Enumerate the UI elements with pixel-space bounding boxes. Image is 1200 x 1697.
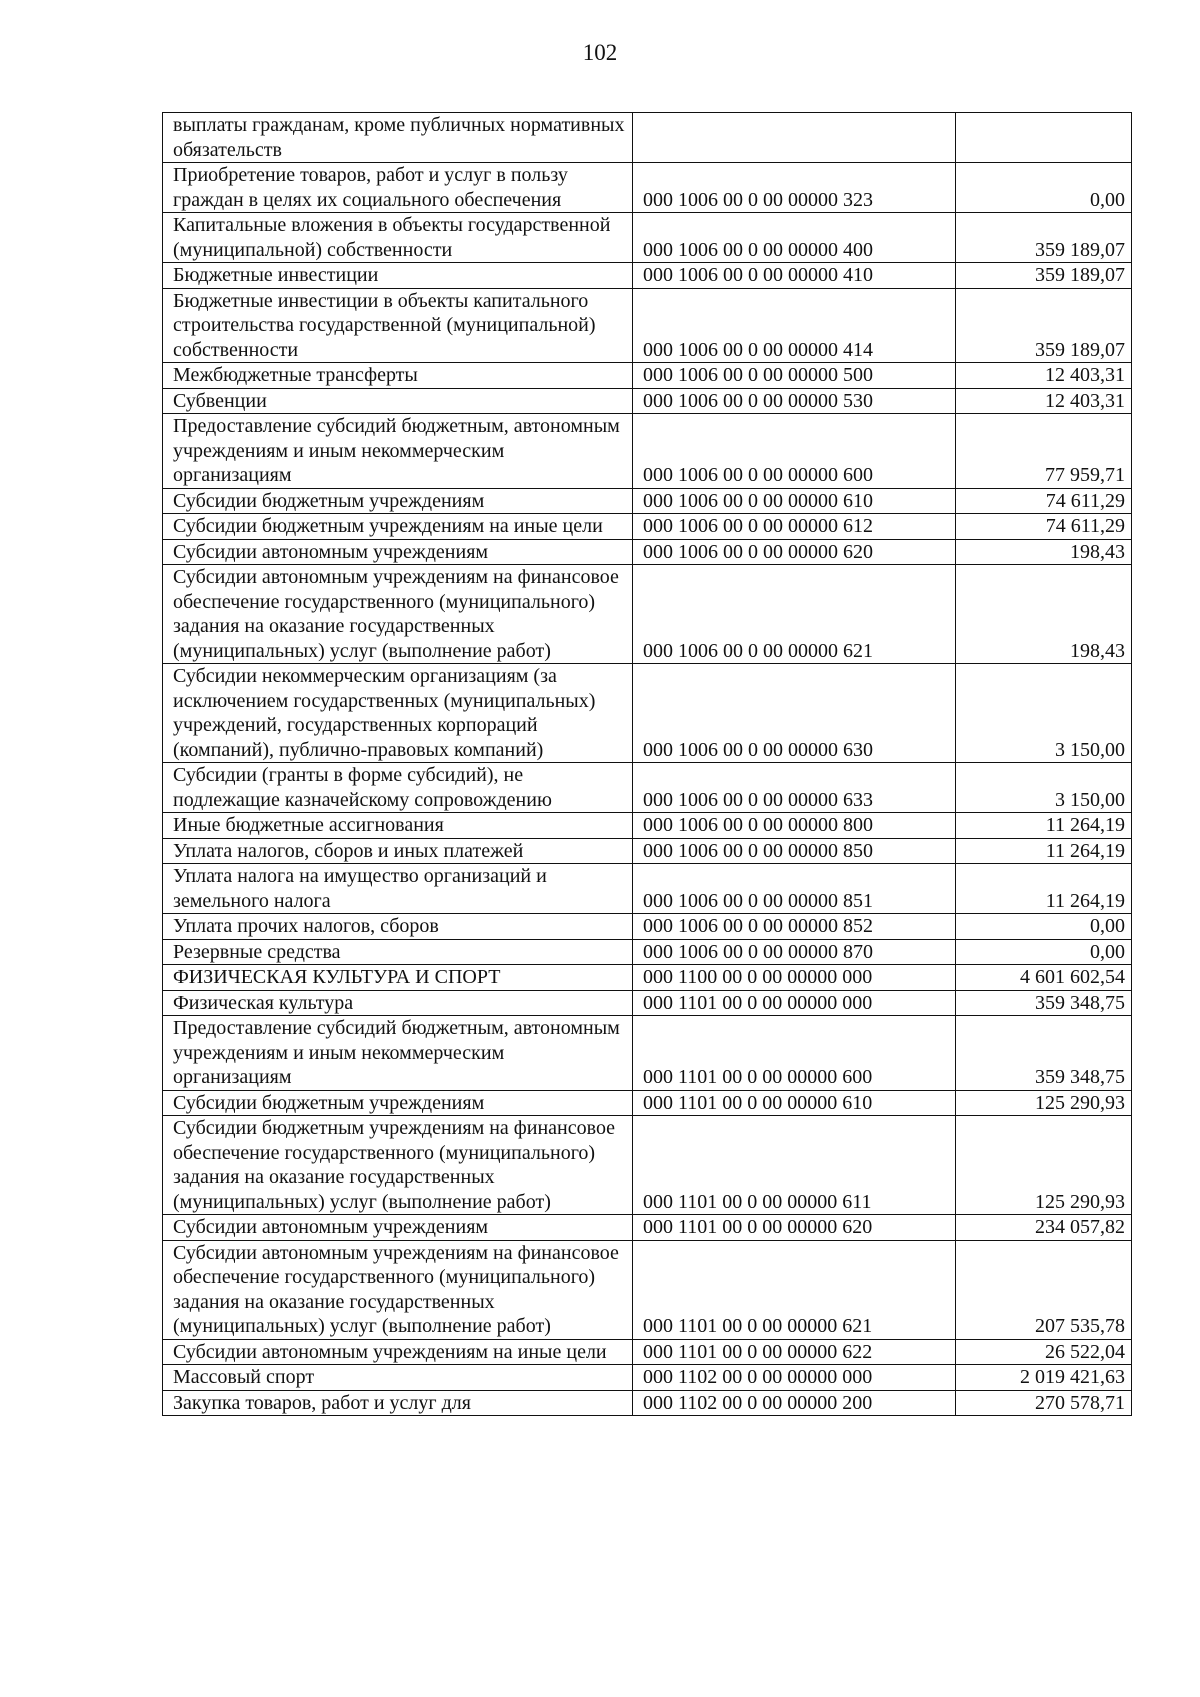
row-amount-cell: 270 578,71 xyxy=(956,1390,1132,1416)
row-name-cell: Субсидии некоммерческим организациям (за исключением государственных (муниципальных) учреждений, государственных корпораций (компаний), публично-правовых компаний) xyxy=(163,664,633,763)
row-amount-cell: 12 403,31 xyxy=(956,388,1132,414)
row-code-cell: 000 1101 00 0 00 00000 600 xyxy=(633,1016,956,1091)
row-name-cell: Субсидии бюджетным учреждениям на иные цели xyxy=(163,514,633,540)
row-amount-cell: 12 403,31 xyxy=(956,363,1132,389)
table-row xyxy=(163,864,1132,914)
row-code-cell xyxy=(633,113,956,163)
row-amount-cell: 359 189,07 xyxy=(956,288,1132,363)
row-name-cell: Субвенции xyxy=(163,388,633,414)
row-amount-cell xyxy=(956,113,1132,163)
row-name-cell: Субсидии (гранты в форме субсидий), не подлежащие казначейскому сопровождению xyxy=(163,763,633,813)
budget-table-body xyxy=(163,113,1132,1416)
row-amount-cell: 11 264,19 xyxy=(956,838,1132,864)
row-name-cell: Иные бюджетные ассигнования xyxy=(163,813,633,839)
row-code-cell: 000 1101 00 0 00 00000 000 xyxy=(633,990,956,1016)
row-code-cell: 000 1101 00 0 00 00000 621 xyxy=(633,1240,956,1339)
table-row xyxy=(163,514,1132,540)
row-name-cell: Уплата прочих налогов, сборов xyxy=(163,914,633,940)
row-amount-cell: 359 189,07 xyxy=(956,263,1132,289)
row-amount-cell: 359 348,75 xyxy=(956,990,1132,1016)
table-row xyxy=(163,838,1132,864)
table-row xyxy=(163,163,1132,213)
table-row xyxy=(163,539,1132,565)
row-amount-cell: 4 601 602,54 xyxy=(956,965,1132,991)
row-name-cell: ФИЗИЧЕСКАЯ КУЛЬТУРА И СПОРТ xyxy=(163,965,633,991)
row-name-cell: Субсидии автономным учреждениям на финансовое обеспечение государственного (муниципального) задания на оказание государственных (муниципальных) услуг (выполнение работ) xyxy=(163,565,633,664)
row-code-cell: 000 1006 00 0 00 00000 851 xyxy=(633,864,956,914)
table-row xyxy=(163,1390,1132,1416)
row-code-cell: 000 1006 00 0 00 00000 620 xyxy=(633,539,956,565)
row-name-cell: Массовый спорт xyxy=(163,1365,633,1391)
row-amount-cell: 0,00 xyxy=(956,939,1132,965)
row-name-cell: Субсидии бюджетным учреждениям xyxy=(163,1090,633,1116)
table-row xyxy=(163,914,1132,940)
row-name-cell: Субсидии автономным учреждениям xyxy=(163,1215,633,1241)
row-amount-cell: 3 150,00 xyxy=(956,664,1132,763)
row-code-cell: 000 1006 00 0 00 00000 323 xyxy=(633,163,956,213)
row-amount-cell: 0,00 xyxy=(956,914,1132,940)
row-code-cell: 000 1006 00 0 00 00000 800 xyxy=(633,813,956,839)
table-row xyxy=(163,263,1132,289)
row-amount-cell: 0,00 xyxy=(956,163,1132,213)
table-row xyxy=(163,990,1132,1016)
table-row xyxy=(163,939,1132,965)
row-code-cell: 000 1006 00 0 00 00000 410 xyxy=(633,263,956,289)
row-code-cell: 000 1101 00 0 00 00000 620 xyxy=(633,1215,956,1241)
table-row xyxy=(163,1116,1132,1215)
row-code-cell: 000 1006 00 0 00 00000 414 xyxy=(633,288,956,363)
row-name-cell: Капитальные вложения в объекты государственной (муниципальной) собственности xyxy=(163,213,633,263)
row-name-cell: Приобретение товаров, работ и услуг в пользу граждан в целях их социального обеспечения xyxy=(163,163,633,213)
row-amount-cell: 11 264,19 xyxy=(956,813,1132,839)
table-row xyxy=(163,414,1132,489)
row-amount-cell: 234 057,82 xyxy=(956,1215,1132,1241)
row-amount-cell: 77 959,71 xyxy=(956,414,1132,489)
row-name-cell: Бюджетные инвестиции xyxy=(163,263,633,289)
row-name-cell: Субсидии бюджетным учреждениям на финансовое обеспечение государственного (муниципального) задания на оказание государственных (муниципальных) услуг (выполнение работ) xyxy=(163,1116,633,1215)
row-amount-cell: 3 150,00 xyxy=(956,763,1132,813)
row-name-cell: Субсидии бюджетным учреждениям xyxy=(163,488,633,514)
row-name-cell: Субсидии автономным учреждениям xyxy=(163,539,633,565)
row-amount-cell: 26 522,04 xyxy=(956,1339,1132,1365)
table-row xyxy=(163,1215,1132,1241)
table-row xyxy=(163,1016,1132,1091)
row-code-cell: 000 1006 00 0 00 00000 600 xyxy=(633,414,956,489)
row-amount-cell: 74 611,29 xyxy=(956,514,1132,540)
row-code-cell: 000 1006 00 0 00 00000 500 xyxy=(633,363,956,389)
row-amount-cell: 207 535,78 xyxy=(956,1240,1132,1339)
row-code-cell: 000 1101 00 0 00 00000 611 xyxy=(633,1116,956,1215)
table-row xyxy=(163,1365,1132,1391)
row-name-cell: Субсидии автономным учреждениям на иные цели xyxy=(163,1339,633,1365)
row-name-cell: Уплата налога на имущество организаций и земельного налога xyxy=(163,864,633,914)
row-name-cell: Субсидии автономным учреждениям на финансовое обеспечение государственного (муниципального) задания на оказание государственных (муниципальных) услуг (выполнение работ) xyxy=(163,1240,633,1339)
table-row xyxy=(163,763,1132,813)
row-code-cell: 000 1100 00 0 00 00000 000 xyxy=(633,965,956,991)
row-code-cell: 000 1101 00 0 00 00000 610 xyxy=(633,1090,956,1116)
row-name-cell: выплаты гражданам, кроме публичных нормативных обязательств xyxy=(163,113,633,163)
row-name-cell: Физическая культура xyxy=(163,990,633,1016)
row-code-cell: 000 1006 00 0 00 00000 870 xyxy=(633,939,956,965)
row-amount-cell: 11 264,19 xyxy=(956,864,1132,914)
row-amount-cell: 125 290,93 xyxy=(956,1116,1132,1215)
row-code-cell: 000 1006 00 0 00 00000 852 xyxy=(633,914,956,940)
row-name-cell: Уплата налогов, сборов и иных платежей xyxy=(163,838,633,864)
row-name-cell: Резервные средства xyxy=(163,939,633,965)
table-row xyxy=(163,664,1132,763)
table-row xyxy=(163,388,1132,414)
row-name-cell: Предоставление субсидий бюджетным, автономным учреждениям и иным некоммерческим организациям xyxy=(163,414,633,489)
row-code-cell: 000 1006 00 0 00 00000 633 xyxy=(633,763,956,813)
row-amount-cell: 198,43 xyxy=(956,565,1132,664)
row-code-cell: 000 1006 00 0 00 00000 621 xyxy=(633,565,956,664)
table-row xyxy=(163,488,1132,514)
row-code-cell: 000 1006 00 0 00 00000 630 xyxy=(633,664,956,763)
budget-table xyxy=(162,112,1132,1416)
table-row xyxy=(163,813,1132,839)
row-code-cell: 000 1006 00 0 00 00000 850 xyxy=(633,838,956,864)
row-name-cell: Межбюджетные трансферты xyxy=(163,363,633,389)
table-row xyxy=(163,213,1132,263)
row-amount-cell: 2 019 421,63 xyxy=(956,1365,1132,1391)
row-name-cell: Закупка товаров, работ и услуг для xyxy=(163,1390,633,1416)
table-row xyxy=(163,965,1132,991)
table-row xyxy=(163,565,1132,664)
table-row xyxy=(163,288,1132,363)
row-code-cell: 000 1006 00 0 00 00000 612 xyxy=(633,514,956,540)
table-row xyxy=(163,1240,1132,1339)
row-code-cell: 000 1102 00 0 00 00000 200 xyxy=(633,1390,956,1416)
table-row xyxy=(163,1339,1132,1365)
row-amount-cell: 359 189,07 xyxy=(956,213,1132,263)
row-code-cell: 000 1101 00 0 00 00000 622 xyxy=(633,1339,956,1365)
row-name-cell: Предоставление субсидий бюджетным, автономным учреждениям и иным некоммерческим организациям xyxy=(163,1016,633,1091)
row-amount-cell: 198,43 xyxy=(956,539,1132,565)
row-code-cell: 000 1006 00 0 00 00000 400 xyxy=(633,213,956,263)
row-amount-cell: 125 290,93 xyxy=(956,1090,1132,1116)
table-row xyxy=(163,113,1132,163)
row-amount-cell: 359 348,75 xyxy=(956,1016,1132,1091)
table-row xyxy=(163,363,1132,389)
row-amount-cell: 74 611,29 xyxy=(956,488,1132,514)
table-row xyxy=(163,1090,1132,1116)
row-code-cell: 000 1102 00 0 00 00000 000 xyxy=(633,1365,956,1391)
row-name-cell: Бюджетные инвестиции в объекты капитального строительства государственной (муниципальной) собственности xyxy=(163,288,633,363)
row-code-cell: 000 1006 00 0 00 00000 530 xyxy=(633,388,956,414)
row-code-cell: 000 1006 00 0 00 00000 610 xyxy=(633,488,956,514)
page-number: 102 xyxy=(582,40,618,65)
